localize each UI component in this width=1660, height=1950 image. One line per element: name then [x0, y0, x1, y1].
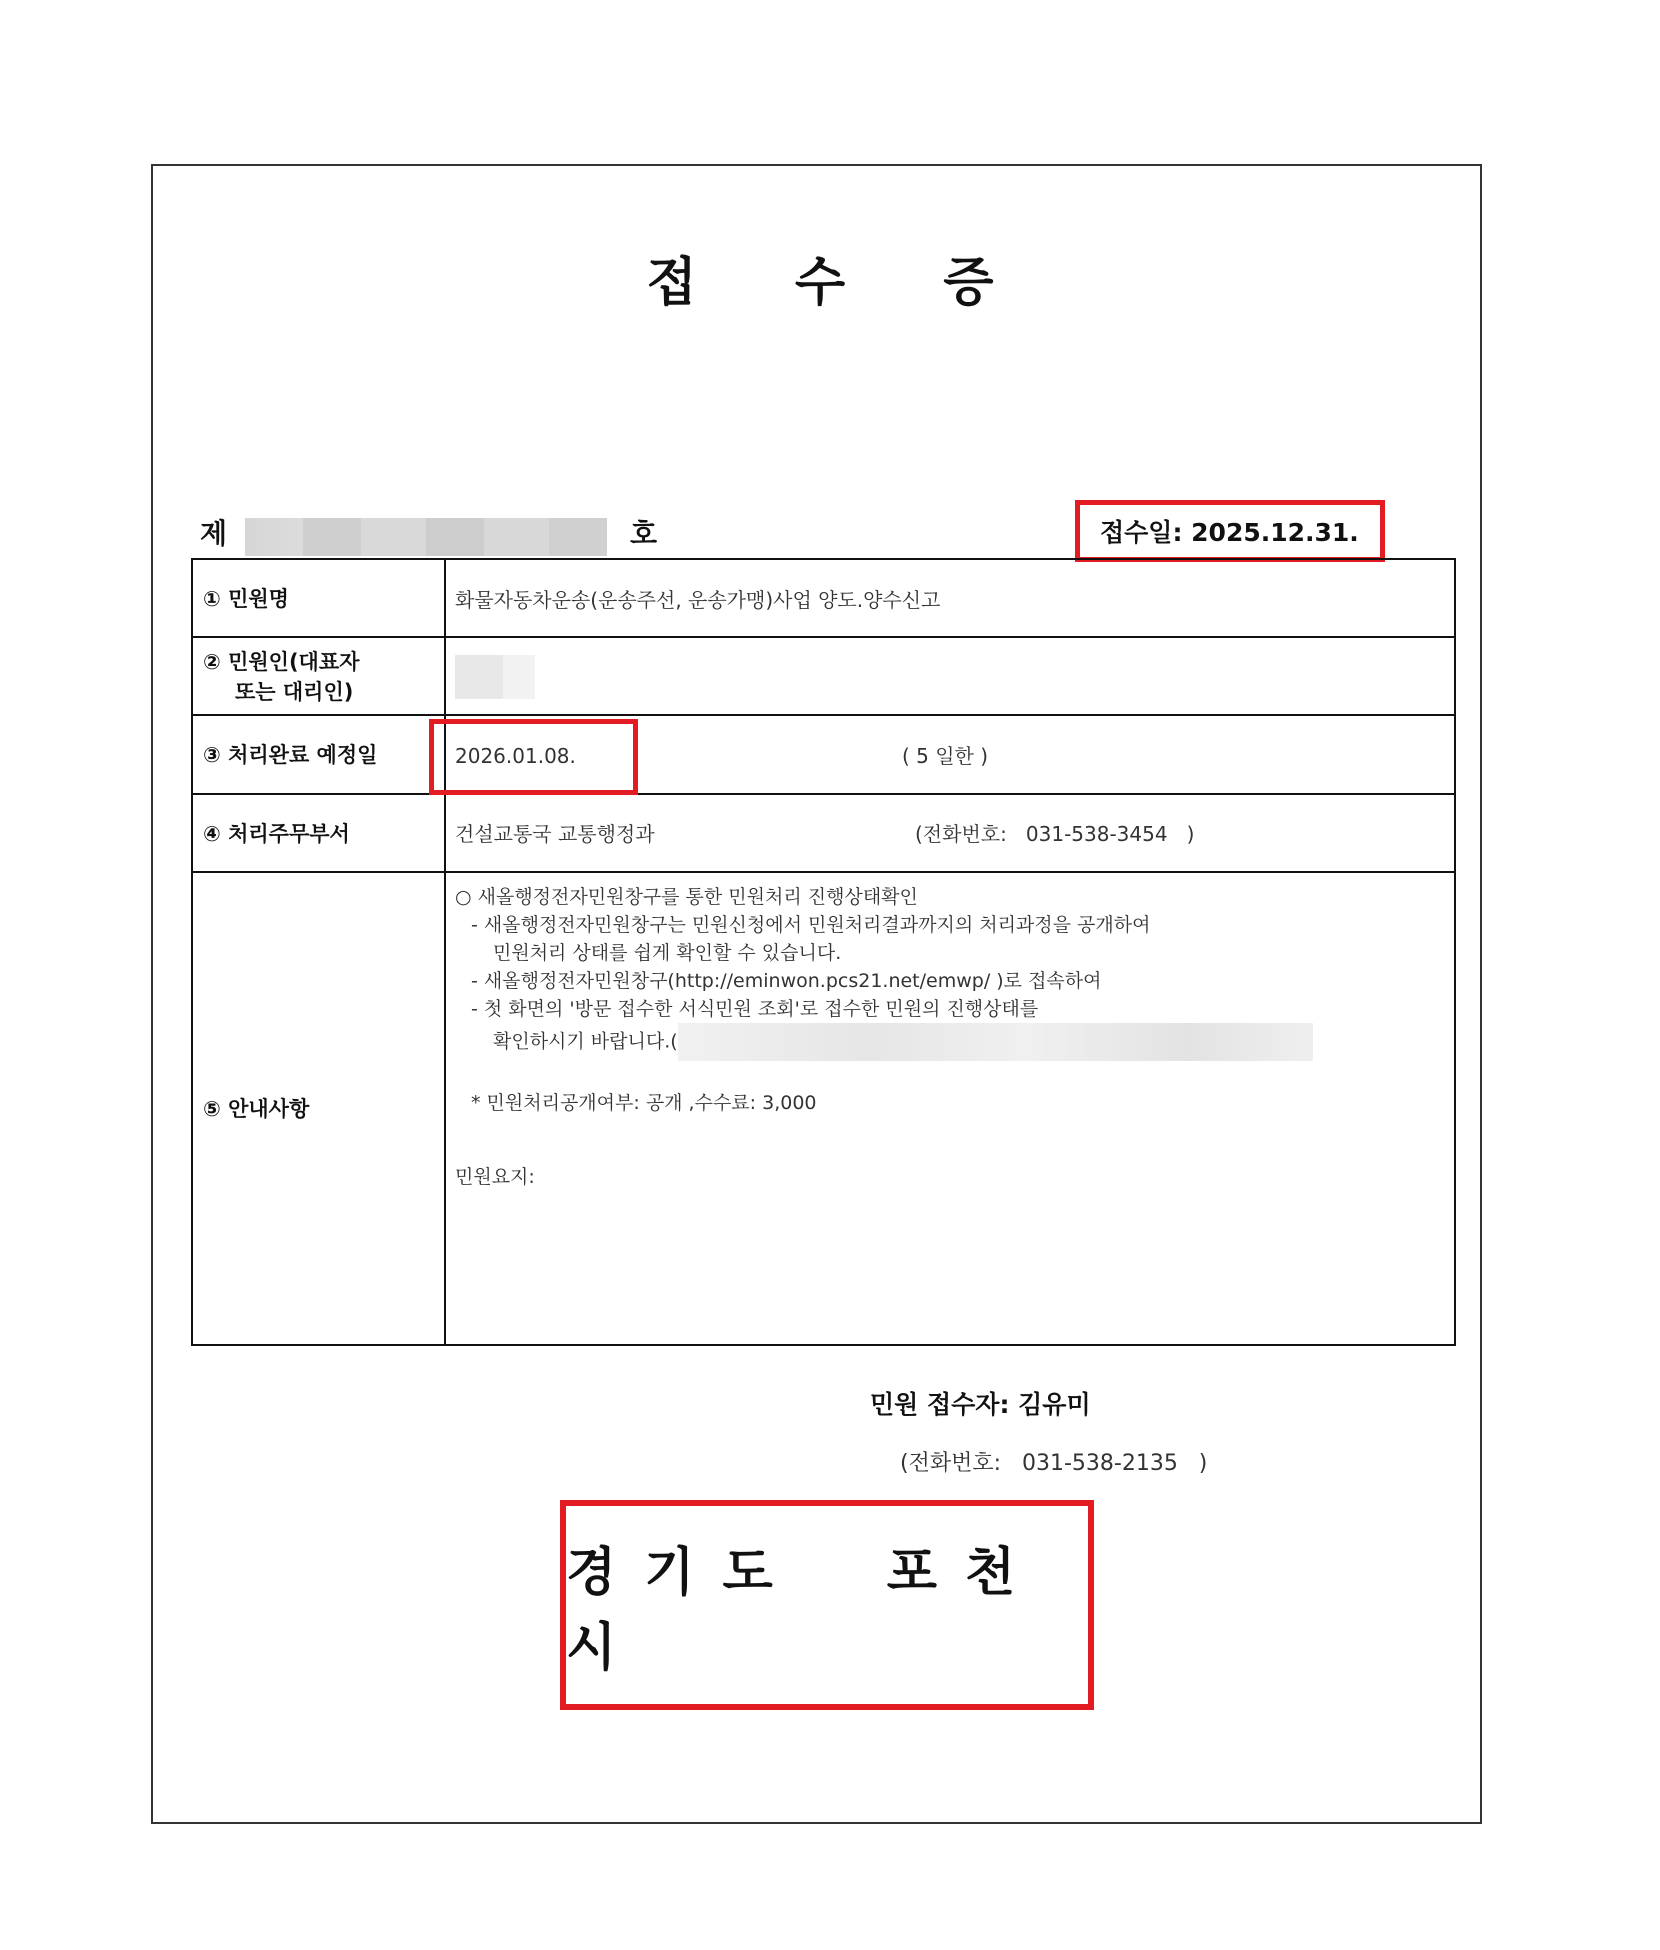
notice-line-with-redaction	[455, 1023, 1453, 1061]
table-row	[192, 872, 1455, 1345]
department-value: 건설교통국 교통행정과	[455, 822, 655, 847]
registration-number-redacted	[245, 518, 607, 556]
petition-name-value: 화물자동차운송(운송주선, 운송가맹)사업 양도.양수신고	[445, 559, 1455, 637]
notice-content	[445, 872, 1455, 1345]
notice-line: - 새올행정전자민원창구(http://eminwon.pcs21.net/emwp/ )로 접속하여	[471, 969, 1102, 992]
notice-line: 확인하시기 바랍니다.(	[493, 1030, 678, 1053]
notice-line: ○ 새올행정전자민원창구를 통한 민원처리 진행상태확인	[455, 885, 918, 908]
applicant-redacted	[455, 655, 535, 699]
receipt-date	[1075, 500, 1385, 562]
applicant-value	[445, 637, 1455, 715]
applicant-label-line1: ② 민원인(대표자	[203, 650, 360, 675]
receiver-phone: (전화번호: 031-538-2135 )	[900, 1451, 1208, 1476]
applicant-label	[192, 637, 445, 715]
spacer	[455, 1061, 1453, 1089]
table-row	[192, 637, 1455, 715]
petition-summary-label: 민원요지:	[455, 1165, 535, 1188]
petition-name-label: ① 민원명	[192, 559, 445, 637]
fee-info: * 민원처리공개여부: 공개 ,수수료: 3,000	[471, 1091, 817, 1114]
spacer	[455, 1117, 1453, 1163]
document-title: 접 수 증	[646, 253, 994, 313]
department-phone: (전화번호: 031-538-3454 )	[915, 822, 1195, 847]
table-row	[192, 715, 1455, 793]
table-row	[192, 794, 1455, 872]
receipt-date-text: 접수일: 2025.12.31.	[1100, 518, 1359, 547]
department-label: ④ 처리주무부서	[192, 794, 445, 872]
civil-petition-table	[191, 558, 1456, 1346]
url-redacted	[678, 1023, 1313, 1061]
notice-line: - 첫 화면의 '방문 접수한 서식민원 조회'로 접수한 민원의 진행상태를	[471, 997, 1039, 1020]
registration-prefix: 제	[200, 517, 228, 550]
applicant-label-line2: 또는 대리인)	[235, 680, 354, 705]
notice-line: - 새올행정전자민원창구는 민원신청에서 민원처리결과까지의 처리과정을 공개하여	[471, 913, 1151, 936]
processing-days: ( 5 일한 )	[902, 743, 989, 768]
receiver-name: 민원 접수자: 김유미	[870, 1390, 1091, 1419]
notice-line: 민원처리 상태를 쉽게 확인할 수 있습니다.	[493, 941, 842, 964]
scheduled-date-label: ③ 처리완료 예정일	[192, 715, 445, 793]
notice-label: ⑤ 안내사항	[192, 872, 445, 1345]
issuing-organization: 경기도 포천시	[566, 1543, 1044, 1678]
scheduled-date-highlight	[429, 719, 638, 795]
issuing-organization-box	[560, 1500, 1094, 1710]
registration-suffix: 호	[630, 517, 658, 550]
department-cell	[445, 794, 1455, 872]
table-row	[192, 559, 1455, 637]
scheduled-date-value: 2026.01.08.	[455, 743, 576, 768]
